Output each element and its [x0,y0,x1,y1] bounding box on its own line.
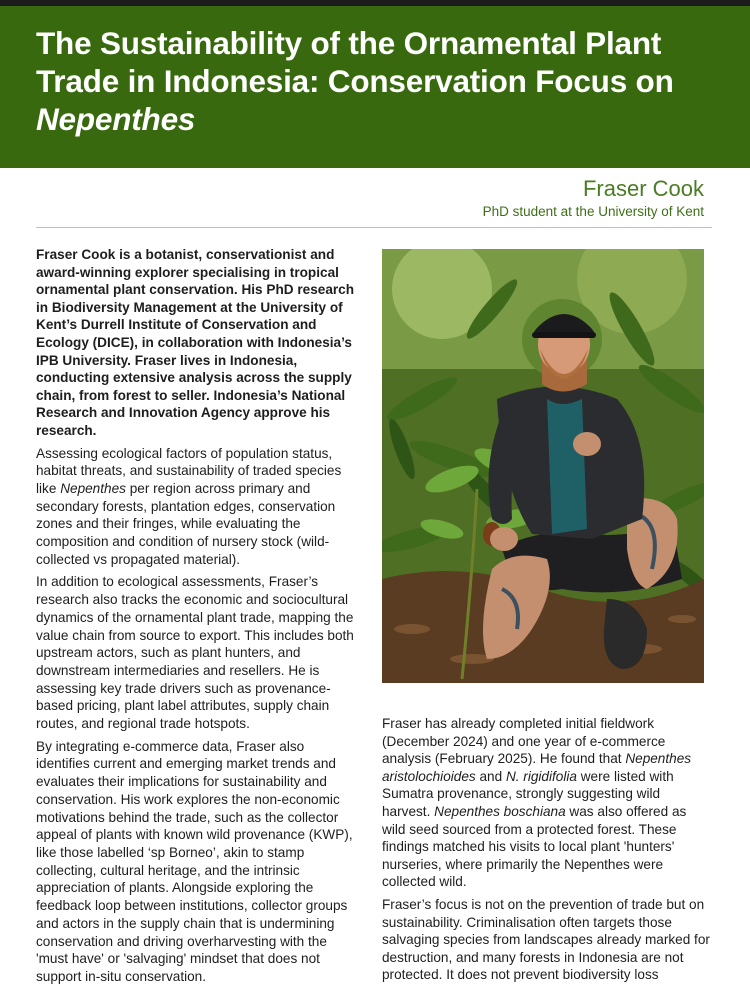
body-paragraph [382,715,710,891]
text-span: per region across primary and secondary forests, plantation edges, conservation zones and their fringes, while evaluating the composition and condition of nursery stock (wild-collected vs propagated material). [36,480,336,567]
article-title [36,24,720,138]
left-column [36,246,358,986]
species-name: Nepenthes aristolochioides [382,751,692,784]
body-paragraph: In addition to ecological assessments, Fraser’s research also tracks the economic and sociocultural dynamics of the ornamental plant trade, mapping the value chain from source to export. This includes both upstream actors, such as plant hunters, and downstream intermediaries and resellers. He is assessing key trade drivers such as provenance-based pricing, plant label attributes, supply chain routes, and regional trade hotspots. [36,574,354,732]
text-span: Assessing ecological factors of population status, habitat threats, and sustainability of traded species like [36,445,342,496]
author-block [483,176,704,221]
researcher-photo [382,249,704,683]
text-span: were listed with Sumatra provenance, strongly suggesting wild harvest. [382,768,674,819]
species-name: Nepenthes [60,480,126,496]
author-role: PhD student at the University of Kent [482,204,704,219]
body-paragraph: Fraser’s focus is not on the prevention of trade but on sustainability. Criminalisation often targets those salvaging species from landscapes already marked for destruction, and many forests in Indonesia are not protected. It does not prevent biodiversity loss [382,896,710,983]
title-line-1: The Sustainability of the Ornamental Plant [36,25,662,61]
body-paragraph [36,445,358,569]
divider [36,227,712,228]
text-span: and [475,768,506,784]
text-span: Fraser has already completed initial fieldwork (December 2024) and one year of e-commerce analysis (February 2025). He found that [382,716,666,767]
right-column [382,715,710,984]
text-span: was also offered as wild seed sourced from a protected forest. These findings matched his visits to local plant 'hunters' nurseries, where primarily the Nepenthes were collected wild. [382,803,687,890]
author-name: Fraser Cook [582,176,704,201]
title-line-2: Trade in Indonesia: Conservation Focus on [36,63,674,99]
article-header [0,6,750,168]
species-name: N. rigidifolia [505,768,577,784]
title-line-3: Nepenthes [36,101,196,137]
species-name: Nepenthes boschiana [434,803,566,819]
body-paragraph: By integrating e-commerce data, Fraser also identifies current and emerging market trends and evaluates their implications for sustainability and conservation. His work explores the non-economic motivations behind the trade, such as the collector appeal of plants with known wild provenance (KWP), like those labelled ‘sp Borneo’, akin to stamp collecting, cultural heritage, and the intrinsic appreciation of plants. Alongside exploring the feedback loop between institutions, collector groups and actors in the supply chain that is undermining conservation and driving overharvesting with the 'must have' or 'salvaging' mindset that does not support in-situ conservation. [36,738,353,984]
lead-paragraph: Fraser Cook is a botanist, conservationist and award-winning explorer specialising in tropical ornamental plant conservation. His PhD research in Biodiversity Management at the University of Kent’s Durrell Institute of Conservation and Ecology (DICE), in collaboration with Indonesia’s IPB University. Fraser lives in Indonesia, conducting extensive analysis across the supply chain, from forest to seller. Indonesia’s National Research and Innovation Agency approve his research. [36,247,355,438]
